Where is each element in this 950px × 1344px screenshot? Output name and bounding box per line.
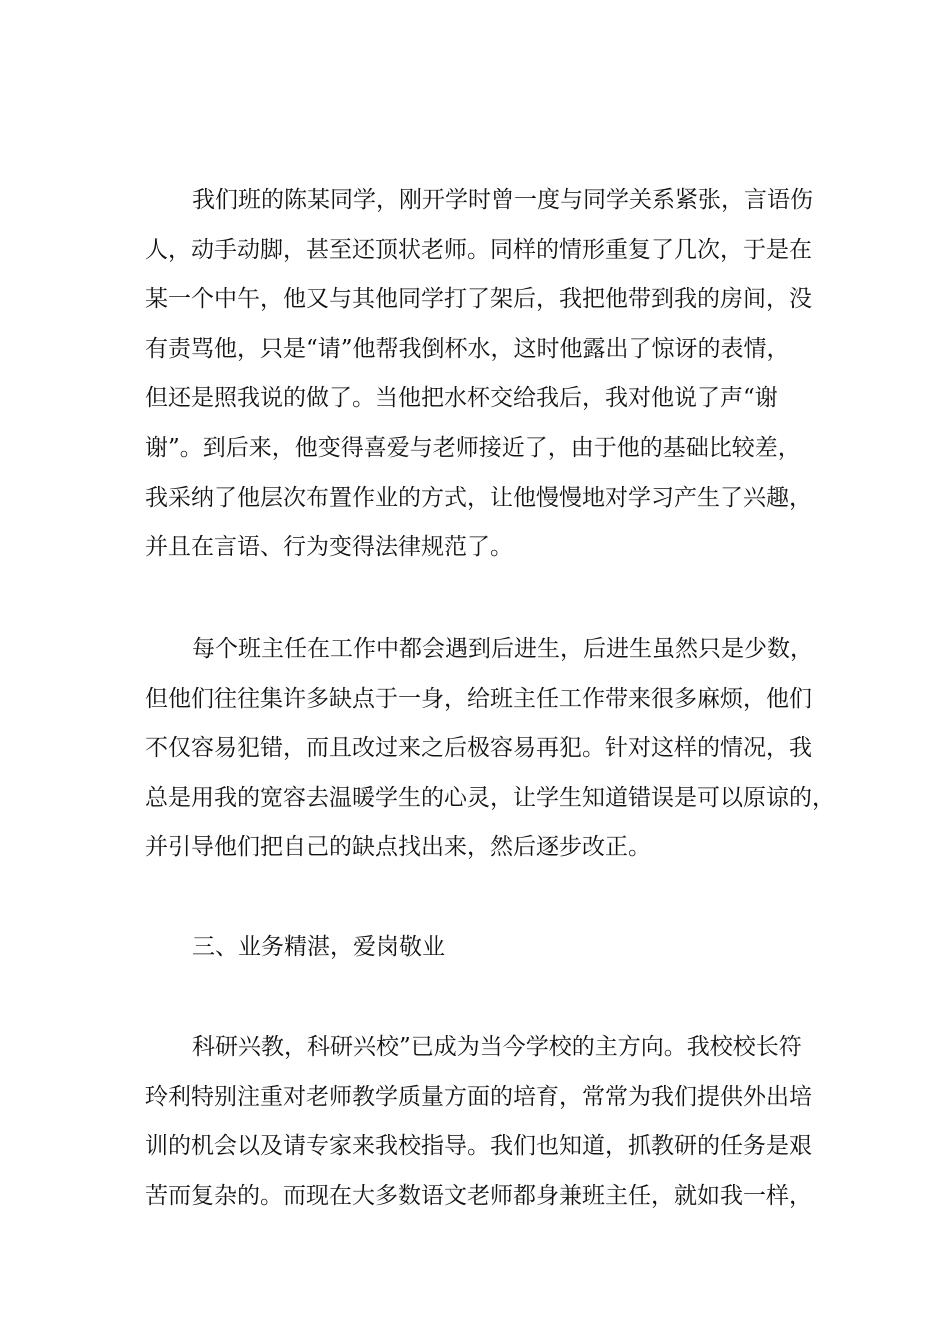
text-line: 总是用我的宽容去温暖学生的心灵，让学生知道错误是可以原谅的， <box>145 784 835 811</box>
text-line: 但他们往往集许多缺点于一身，给班主任工作带来很多麻烦，他们 <box>145 685 812 712</box>
text-line: 并引导他们把自己的缺点找出来，然后逐步改正。 <box>145 834 651 861</box>
text-line: 苦而复杂的。而现在大多数语文老师都身兼班主任，就如我一样， <box>145 1182 812 1209</box>
text-line: 不仅容易犯错，而且改过来之后极容易再犯。针对这样的情况，我 <box>145 735 812 762</box>
section-heading-text: 三、业务精湛，爱岗敬业 <box>192 934 445 960</box>
paragraph-chen-student <box>145 176 825 573</box>
text-line: 谢”。到后来，他变得喜爱与老师接近了，由于他的基础比较差， <box>145 434 801 461</box>
text-line: 人，动手动脚，甚至还顶状老师。同样的情形重复了几次，于是在 <box>145 236 812 263</box>
text-line: 训的机会以及请专家来我校指导。我们也知道，抓教研的任务是艰 <box>145 1133 812 1160</box>
text-line: 每个班主任在工作中都会遇到后进生，后进生虽然只是少数， <box>192 636 813 662</box>
text-line: 但还是照我说的做了。当他把水杯交给我后，我对他说了声“谢 <box>145 385 778 412</box>
text-line: 有责骂他，只是“请”他帮我倒杯水，这时他露出了惊讶的表情， <box>145 335 790 362</box>
paragraph-research <box>145 1023 825 1221</box>
text-line: 某一个中午，他又与其他同学打了架后，我把他带到我的房间，没 <box>145 286 812 313</box>
text-line: 并且在言语、行为变得法律规范了。 <box>145 534 513 561</box>
text-line: 我们班的陈某同学，刚开学时曾一度与同学关系紧张，言语伤 <box>192 187 813 213</box>
paragraph-underachievers <box>145 625 835 873</box>
text-line: 玲利特别注重对老师教学质量方面的培育，常常为我们提供外出培 <box>145 1083 812 1110</box>
text-line: 科研兴教，科研兴校”已成为当今学校的主方向。我校校长符 <box>192 1034 802 1060</box>
text-line: 我采纳了他层次布置作业的方式，让他慢慢地对学习产生了兴趣， <box>145 484 812 511</box>
section-heading <box>145 923 825 973</box>
